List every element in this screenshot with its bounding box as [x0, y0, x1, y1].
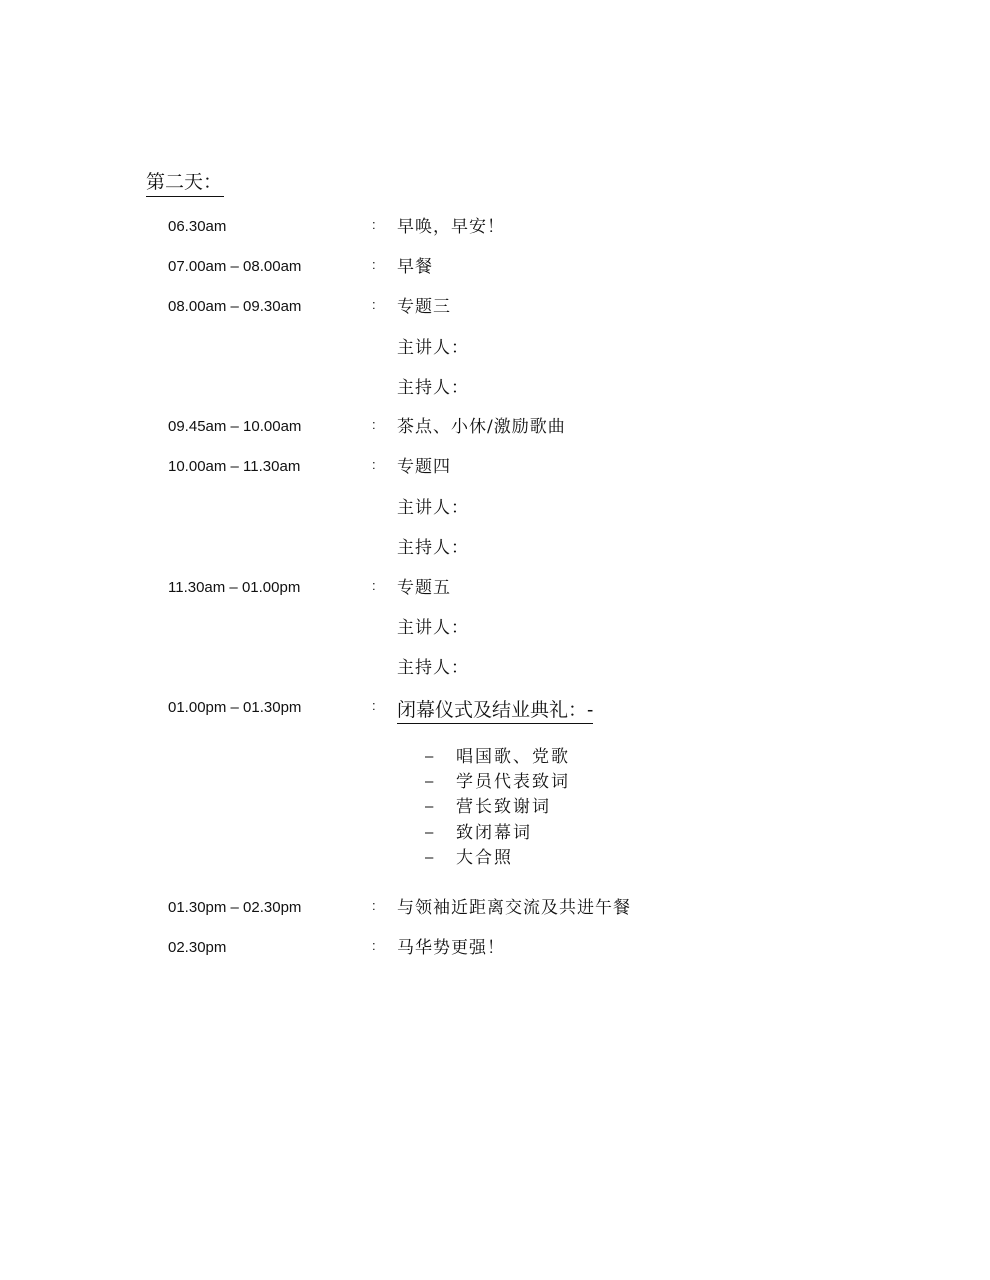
- speaker-label: 主讲人：: [397, 498, 469, 518]
- schedule-colon: :: [372, 938, 376, 953]
- schedule-colon: :: [372, 297, 376, 312]
- schedule-time: 01.00pm – 01.30pm: [168, 699, 302, 716]
- schedule-time: 01.30pm – 02.30pm: [168, 899, 302, 916]
- schedule-colon: :: [372, 698, 376, 713]
- schedule-description: 茶点、小休/激励歌曲: [397, 417, 566, 437]
- dash-bullet: –: [425, 849, 434, 866]
- schedule-colon: :: [372, 217, 376, 232]
- dash-bullet: –: [425, 773, 434, 790]
- schedule-colon: :: [372, 257, 376, 272]
- schedule-time: 06.30am: [168, 218, 227, 235]
- list-item: [0, 821, 990, 845]
- speaker-row: [0, 337, 990, 367]
- schedule-row: [0, 697, 990, 727]
- schedule-time: 10.00am – 11.30am: [168, 458, 301, 475]
- host-label: 主持人：: [397, 378, 469, 398]
- list-item-text: 营长致谢词: [456, 797, 551, 817]
- schedule-description: 早唤，早安！: [397, 217, 505, 237]
- schedule-row: [0, 216, 990, 246]
- schedule-description: 早餐: [397, 257, 433, 277]
- list-item-text: 唱国歌、党歌: [456, 747, 570, 767]
- speaker-label: 主讲人：: [397, 338, 469, 358]
- schedule-time: 09.45am – 10.00am: [168, 418, 302, 435]
- schedule-row: [0, 456, 990, 486]
- list-item: [0, 745, 990, 769]
- dash-bullet: –: [425, 798, 434, 815]
- schedule-colon: :: [372, 417, 376, 432]
- list-item-text: 学员代表致词: [456, 772, 570, 792]
- schedule-time: 02.30pm: [168, 939, 227, 956]
- speaker-label: 主讲人：: [397, 618, 469, 638]
- schedule-row: [0, 296, 990, 326]
- schedule-description: 专题五: [397, 578, 451, 598]
- host-row: [0, 537, 990, 567]
- schedule-description: 专题四: [397, 457, 451, 477]
- schedule-description: 马华势更强！: [397, 938, 505, 958]
- schedule-time: 08.00am – 09.30am: [168, 298, 302, 315]
- speaker-row: [0, 497, 990, 527]
- schedule-colon: :: [372, 898, 376, 913]
- schedule-description: 与领袖近距离交流及共进午餐: [397, 898, 631, 918]
- schedule-description: 专题三: [397, 297, 451, 317]
- day-title: 第二天：: [146, 170, 224, 197]
- host-label: 主持人：: [397, 658, 469, 678]
- schedule-colon: :: [372, 578, 376, 593]
- list-item-text: 致闭幕词: [456, 823, 532, 843]
- closing-ceremony-heading: 闭幕仪式及结业典礼：-: [397, 699, 593, 724]
- list-item: [0, 795, 990, 819]
- schedule-row: [0, 256, 990, 286]
- host-row: [0, 377, 990, 407]
- speaker-row: [0, 617, 990, 647]
- schedule-row: [0, 577, 990, 607]
- schedule-row: [0, 937, 990, 967]
- dash-bullet: –: [425, 824, 434, 841]
- dash-bullet: –: [425, 748, 434, 765]
- schedule-row: [0, 897, 990, 927]
- schedule-time: 11.30am – 01.00pm: [168, 579, 301, 596]
- list-item: [0, 770, 990, 794]
- host-label: 主持人：: [397, 538, 469, 558]
- schedule-time: 07.00am – 08.00am: [168, 258, 302, 275]
- host-row: [0, 657, 990, 687]
- list-item-text: 大合照: [456, 848, 513, 868]
- schedule-row: [0, 416, 990, 446]
- schedule-colon: :: [372, 457, 376, 472]
- list-item: [0, 846, 990, 870]
